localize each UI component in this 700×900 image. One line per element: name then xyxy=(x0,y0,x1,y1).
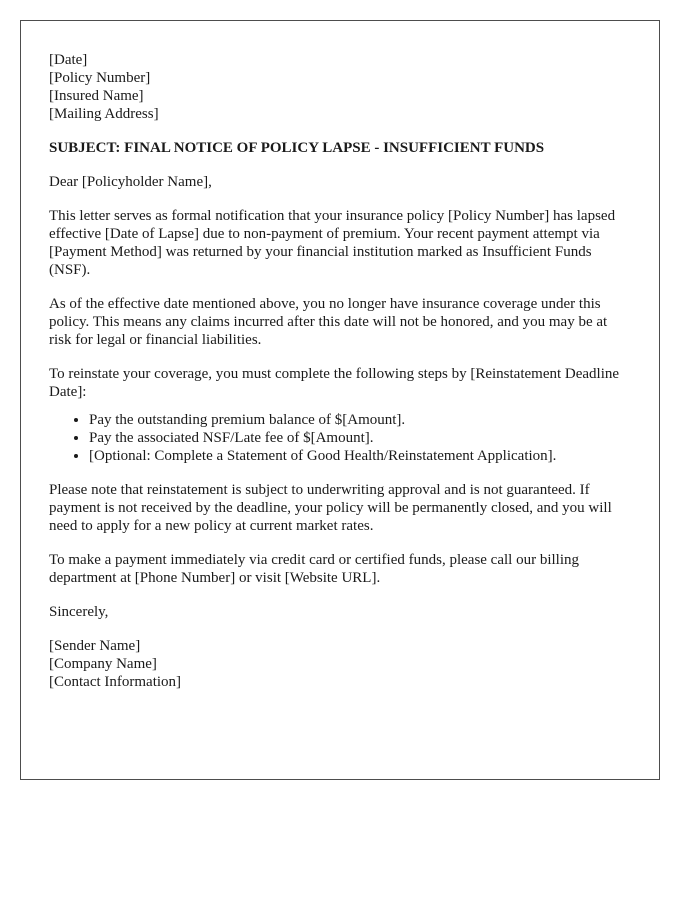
subject-line: SUBJECT: FINAL NOTICE OF POLICY LAPSE - INSUFFICIENT FUNDS xyxy=(49,140,545,156)
reinstate-paragraph: To reinstate your coverage, you must complete the following steps by [Reinstatement Deadline Date]: xyxy=(49,366,620,400)
sender-name-line: [Sender Name] xyxy=(49,638,141,654)
list-item: • Pay the associated NSF/Late fee of $[Amount]. xyxy=(89,429,631,447)
policy-number-line: [Policy Number] xyxy=(49,70,151,86)
company-name-line: [Company Name] xyxy=(49,656,157,672)
intro-paragraph: This letter serves as formal notification that your insurance policy [Policy Number] has lapsed effective [Date of Lapse] due to non-payment of premium. Your recent payment attempt via [Payment Method] was returned by your financial institution marked as Insufficient Funds (NSF). xyxy=(49,208,616,278)
note-paragraph: Please note that reinstatement is subject to underwriting approval and is not guaranteed. If payment is not received by the deadline, your policy will be permanently closed, and you will need to apply for a new policy at current market rates. xyxy=(49,482,612,534)
list-item: • [Optional: Complete a Statement of Good Health/Reinstatement Application]. xyxy=(89,447,631,465)
coverage-paragraph: As of the effective date mentioned above, you no longer have insurance coverage under this policy. This means any claims incurred after this date will not be honored, and you may be at risk for legal or financial liabilities. xyxy=(49,296,608,348)
list-item: • Pay the outstanding premium balance of $[Amount]. xyxy=(89,411,631,429)
contact-information-line: [Contact Information] xyxy=(49,674,182,690)
payment-paragraph: To make a payment immediately via credit card or certified funds, please call our billing department at [Phone Number] or visit [Website URL]. xyxy=(49,552,580,586)
mailing-address-line: [Mailing Address] xyxy=(49,106,159,122)
closing: Sincerely, xyxy=(49,604,109,620)
signature-block xyxy=(49,637,631,691)
date-line: [Date] xyxy=(49,52,88,68)
letter-page xyxy=(20,20,660,780)
salutation: Dear [Policyholder Name], xyxy=(49,174,212,190)
insured-name-line: [Insured Name] xyxy=(49,88,144,104)
reinstatement-steps-list xyxy=(49,411,631,465)
recipient-address-block xyxy=(49,51,631,123)
